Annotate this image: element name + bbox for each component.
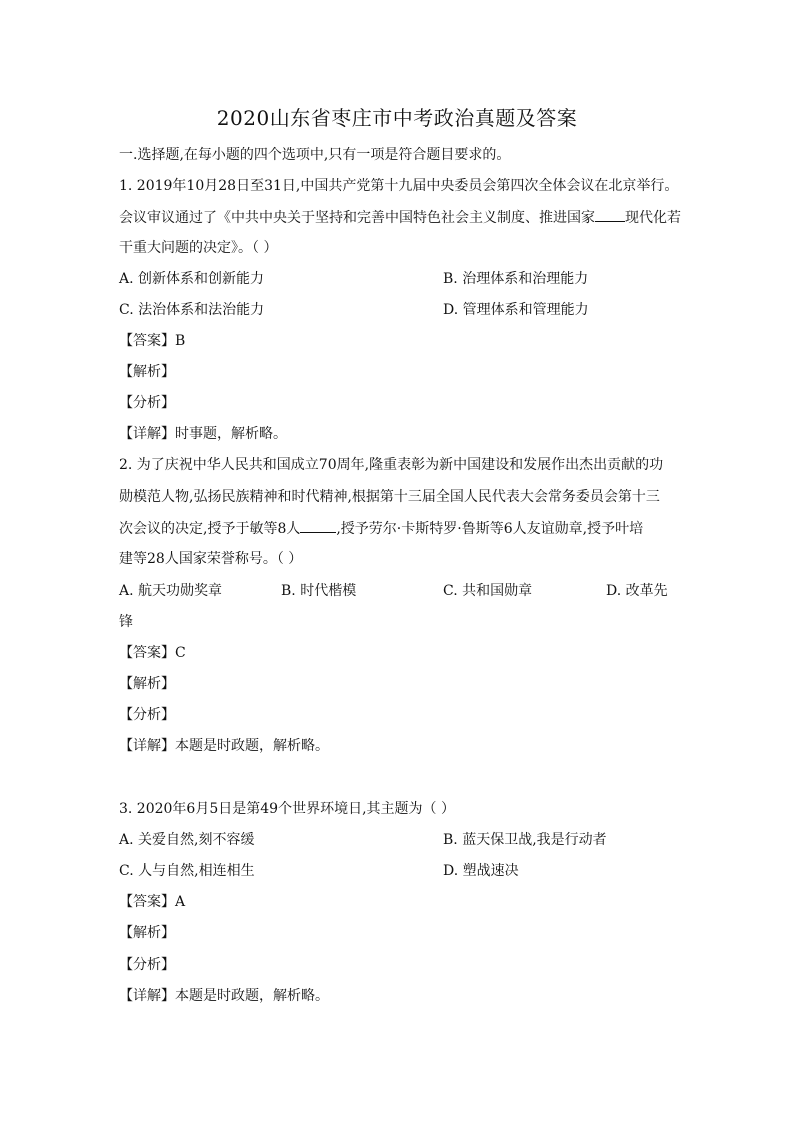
q2-stem-line-3-tail: ,授予劳尔·卡斯特罗·鲁斯等6人友谊勋章,授予叶培 xyxy=(336,521,644,537)
q3-stem-line-1: 3. 2020年6月5日是第49个世界环境日,其主题为（ ） xyxy=(119,801,455,817)
q1-option-c: C. 法治体系和法治能力 xyxy=(119,302,265,318)
q2-detail: 【详解】本题是时政题，解析略。 xyxy=(119,738,329,754)
q2-blank xyxy=(300,518,336,533)
q1-analysis: 【解析】 xyxy=(119,364,175,380)
q2-option-b: B. 时代楷模 xyxy=(281,583,357,599)
q1-stem-line-2-text: 会议审议通过了《中共中央关于坚持和完善中国特色社会主义制度、推进国家 xyxy=(119,210,595,226)
q2-analysis: 【解析】 xyxy=(119,676,175,692)
q2-option-d: D. 改革先 xyxy=(606,583,668,599)
q3-option-c: C. 人与自然,相连相生 xyxy=(119,863,255,879)
q3-analysis: 【解析】 xyxy=(119,925,175,941)
document-title: 2020山东省枣庄市中考政治真题及答案 xyxy=(216,106,578,130)
q2-stem-line-2: 勋模范人物,弘扬民族精神和时代精神,根据第十三届全国人民代表大会常务委员会第十三 xyxy=(119,489,660,505)
q3-option-b: B. 蓝天保卫战,我是行动者 xyxy=(443,832,607,848)
q2-stem-line-1: 2. 为了庆祝中华人民共和国成立70周年,隆重表彰为新中国建设和发展作出杰出贡献的功 xyxy=(119,457,664,473)
q1-stem-line-3: 干重大问题的决定》。（ ） xyxy=(119,240,278,256)
q3-detail: 【详解】本题是时政题，解析略。 xyxy=(119,988,329,1004)
q2-breakdown: 【分析】 xyxy=(119,707,175,723)
q1-option-d: D. 管理体系和管理能力 xyxy=(443,302,589,318)
section-heading: 一.选择题,在每小题的四个选项中,只有一项是符合题目要求的。 xyxy=(119,147,511,163)
q1-blank xyxy=(595,207,625,222)
q2-stem-line-3 xyxy=(119,518,679,539)
q3-option-d: D. 塑战速决 xyxy=(443,863,519,879)
q2-stem-line-4: 建等28人国家荣誉称号。（ ） xyxy=(119,551,303,567)
q1-breakdown: 【分析】 xyxy=(119,395,175,411)
q2-option-a: A. 航天功勋奖章 xyxy=(119,583,223,599)
q1-stem-line-2-tail: 现代化若 xyxy=(625,210,681,226)
q1-detail: 【详解】时事题，解析略。 xyxy=(119,426,287,442)
q2-option-d-wrap: 锋 xyxy=(119,614,133,630)
q3-breakdown: 【分析】 xyxy=(119,957,175,973)
q3-answer: 【答案】A xyxy=(119,894,186,910)
q1-option-a: A. 创新体系和创新能力 xyxy=(119,271,265,287)
q3-option-a: A. 关爱自然,刻不容缓 xyxy=(119,832,255,848)
q1-option-b: B. 治理体系和治理能力 xyxy=(443,271,589,287)
q2-option-c: C. 共和国勋章 xyxy=(443,583,533,599)
q1-stem-line-1: 1. 2019年10月28日至31日,中国共产党第十九届中央委员会第四次全体会议在北京举行。 xyxy=(119,178,679,194)
q2-answer: 【答案】C xyxy=(119,645,186,661)
q2-stem-line-3-text: 次会议的决定,授予于敏等8人 xyxy=(119,521,301,537)
q1-stem-line-2 xyxy=(119,207,679,228)
q1-answer: 【答案】B xyxy=(119,333,186,349)
